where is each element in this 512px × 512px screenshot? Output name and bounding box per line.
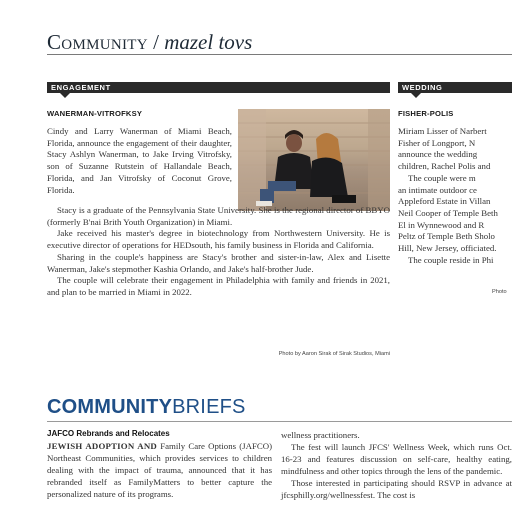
wedding-label-bar <box>398 82 512 93</box>
wedding-line: Hill, New Jersey, officiated. <box>398 243 497 254</box>
wedding-line: Peltz of Temple Beth Sholo <box>398 231 495 242</box>
briefs-title-bold: COMMUNITY <box>47 396 173 418</box>
engagement-text-top <box>47 126 232 196</box>
engagement-label-bar <box>47 82 390 93</box>
page-header <box>47 30 252 55</box>
brief-wellness-paragraph-1: wellness practitioners. <box>281 430 360 440</box>
engagement-paragraph-4: Sharing in the couple's happiness are Stacy's brother and sister-in-law, Alex and Lisette Wanerman, Jake's stepmother Kashia Orlando, and Jake's half-brother Jude. <box>47 251 390 274</box>
engagement-photo-credit: Photo by Aaron Sirak of Sirak Studios, Miami <box>278 351 390 357</box>
engagement-photo <box>238 109 390 211</box>
brief-wellness <box>281 429 512 501</box>
engagement-paragraph-2: Stacy is a graduate of the Pennsylvania State University. She is the regional director of BBYO (formerly B'nai Brith Youth Organization) in Miami. <box>47 205 390 227</box>
wedding-bar-pointer <box>411 93 421 98</box>
brief-headline: JAFCO Rebrands and Relocates <box>47 429 170 438</box>
engagement-text-bottom <box>47 205 390 299</box>
wedding-line: announce the wedding <box>398 149 478 160</box>
wedding-line: Miriam Lisser of Narbert <box>398 126 487 136</box>
engagement-names: WANERMAN-VITROFKSY <box>47 109 143 118</box>
wedding-line: The couple were m <box>408 172 476 183</box>
engagement-label: ENGAGEMENT <box>51 83 111 92</box>
brief-lead: JEWISH ADOPTION AND <box>47 441 157 451</box>
wedding-names: FISHER-POLIS <box>398 109 454 118</box>
wedding-label: WEDDING <box>402 83 443 92</box>
brief-wellness-paragraph-2: The fest will launch JFCS' Wellness Week, which runs Oct. 16-23 and features discussion on self-care, healthy eating, mindfulness and other topics through the lens of the pandemic. <box>281 442 512 476</box>
section-title: Community <box>47 30 148 54</box>
wedding-line: Neil Cooper of Temple Beth <box>398 207 498 218</box>
brief-jafco <box>47 440 272 500</box>
wedding-line: an intimate outdoor ce <box>398 184 477 195</box>
header-separator: / <box>147 30 165 54</box>
wedding-line: The couple reside in Phi <box>408 254 494 265</box>
wedding-line: Appleford Estate in Villan <box>398 196 491 207</box>
wedding-text <box>398 126 512 266</box>
header-rule <box>47 54 512 55</box>
briefs-rule <box>47 421 512 422</box>
brief-text: Family Care Options (JAFCO) Northeast Communities, which provides services to children dealing with the impact of trauma, announced that it has rebranded itself as FamilyMatters to better capture the personalized nature of its programs. <box>47 441 272 499</box>
subsection-title: mazel tovs <box>164 30 253 54</box>
brief-wellness-paragraph-3: Those interested in participating should RSVP in advance at jfcsphilly.org/wellnessfest. The cost is <box>281 478 512 500</box>
wedding-line: children, Rachel Polis and <box>398 161 491 172</box>
engagement-paragraph-1: Cindy and Larry Wanerman of Miami Beach, Florida, announce the engagement of their daughter, Stacy Ashlyn Wanerman, to Jake Irving Vitrofsky, son of Suzanne Rutstein of Hallandale Beach, Florida, and Jan Vitrofsky of Coconut Grove, Florida. <box>47 126 232 195</box>
couple-photo-image <box>238 109 390 211</box>
community-briefs-title <box>47 396 246 419</box>
engagement-paragraph-3: Jake received his master's degree in biotechnology from Northwestern University. He is executive director of operations for HEDsouth, his family business in Florida and California. <box>47 228 390 251</box>
engagement-paragraph-5: The couple will celebrate their engagement in Philadelphia with family and friends in 2021, and plan to be married in Miami in 2022. <box>47 275 390 297</box>
wedding-photo-credit: Photo <box>492 289 507 295</box>
engagement-bar-pointer <box>60 93 70 98</box>
wedding-line: El in Wynnewood and R <box>398 219 485 230</box>
wedding-line: Fisher of Longport, N <box>398 137 476 148</box>
briefs-title-light: BRIEFS <box>172 396 246 418</box>
